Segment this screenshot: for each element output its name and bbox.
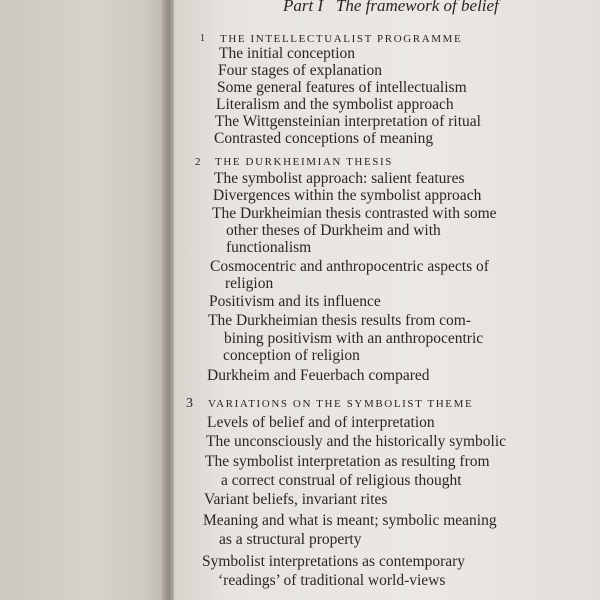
chapter-heading bbox=[186, 396, 474, 411]
chapter-heading bbox=[195, 156, 393, 168]
toc-entry: Meaning and what is meant; symbolic meaning bbox=[203, 512, 497, 529]
toc-entry: Contrasted conceptions of meaning bbox=[214, 130, 434, 147]
chapter-title: THE INTELLECTUALIST PROGRAMME bbox=[220, 33, 463, 45]
toc-entry: The symbolist interpretation as resulting from bbox=[205, 453, 490, 470]
toc-entry: Durkheim and Feuerbach compared bbox=[207, 367, 430, 384]
toc-entry: functionalism bbox=[226, 239, 312, 256]
toc-entry: Literalism and the symbolist approach bbox=[216, 96, 454, 113]
toc-entry: a correct construal of religious thought bbox=[221, 472, 462, 489]
chapter-heading bbox=[200, 33, 463, 45]
toc-entry: Four stages of explanation bbox=[218, 62, 383, 79]
toc-entry: Positivism and its influence bbox=[209, 293, 381, 310]
toc-entry: The Durkheimian thesis results from com- bbox=[208, 312, 472, 329]
chapter-title: VARIATIONS ON THE SYMBOLIST THEME bbox=[208, 398, 474, 410]
left-page bbox=[0, 0, 170, 600]
chapter-number: 2 bbox=[195, 156, 203, 168]
toc-entry: Cosmocentric and anthropocentric aspects of bbox=[210, 258, 489, 275]
toc-entry: conception of religion bbox=[223, 347, 360, 364]
toc-entry: Symbolist interpretations as contemporary bbox=[202, 553, 466, 570]
toc-entry: bining positivism with an anthropocentric bbox=[224, 330, 484, 347]
chapter-number: 1 bbox=[200, 33, 207, 44]
chapter-title: THE DURKHEIMIAN THESIS bbox=[215, 156, 393, 168]
toc-entry: The initial conception bbox=[219, 45, 356, 62]
toc-entry: Divergences within the symbolist approach bbox=[213, 187, 482, 204]
toc-entry: religion bbox=[225, 275, 274, 292]
part-title: Part I The framework of belief bbox=[283, 0, 499, 15]
toc-entry: Some general features of intellectualism bbox=[217, 79, 467, 96]
toc-entry: Levels of belief and of interpretation bbox=[207, 414, 435, 431]
toc-entry: The symbolist approach: salient features bbox=[214, 170, 465, 187]
toc-entry: other theses of Durkheim and with bbox=[226, 222, 441, 239]
toc-entry: as a structural property bbox=[219, 531, 362, 548]
toc-entry: ‘readings’ of traditional world-views bbox=[218, 572, 446, 589]
chapter-number: 3 bbox=[186, 396, 195, 411]
toc-entry: Variant beliefs, invariant rites bbox=[204, 491, 388, 508]
toc-entry: The Durkheimian thesis contrasted with some bbox=[212, 205, 497, 222]
toc-entry: The Wittgensteinian interpretation of ritual bbox=[215, 113, 481, 130]
toc-entry: The unconsciously and the historically symbolic bbox=[206, 433, 507, 450]
